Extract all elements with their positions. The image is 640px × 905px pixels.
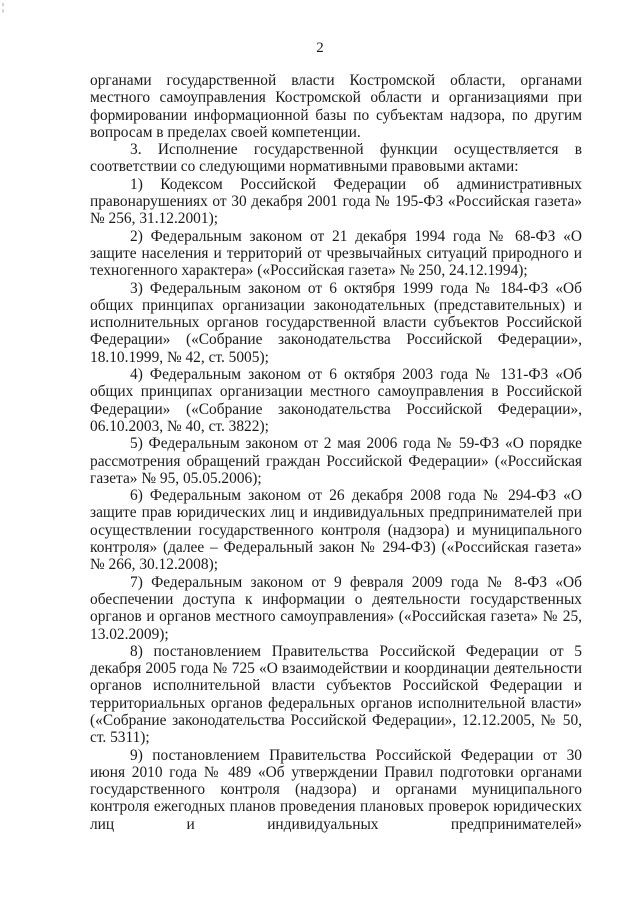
paragraph-list-item-1: 1) Кодексом Российской Федерации об административных правонарушениях от 30 декабря 2001 года № 195-ФЗ «Российская газета» № 256, 31.12.2001); bbox=[90, 175, 582, 228]
paragraph-list-item-9: 9) постановлением Правительства Российской Федерации от 30 июня 2010 года № 489 «Об утверждении Правил подготовки органами государственного контроля (надзора) и органами муниципального контроля ежегодных планов проведения плановых проверок юридических лиц и индивидуальных предпринимателей» bbox=[90, 746, 582, 833]
page-number: 2 bbox=[316, 40, 324, 56]
paragraph-list-item-4: 4) Федеральным законом от 6 октября 2003 года № 131-ФЗ «Об общих принципах организации местного самоуправления в Российской Федерации» («Собрание законодательства Российской Федерации», 06.10.2003, № 40, ст. 3822); bbox=[90, 366, 582, 435]
paragraph-list-item-2: 2) Федеральным законом от 21 декабря 1994 года № 68-ФЗ «О защите населения и территорий от чрезвычайных ситуаций природного и техногенного характера» («Российская газета» № 250, 24.12.1994); bbox=[90, 227, 582, 280]
document-body bbox=[90, 72, 582, 833]
paragraph-list-item-7: 7) Федеральным законом от 9 февраля 2009 года № 8-ФЗ «Об обеспечении доступа к информации о деятельности государственных органов и органов местного самоуправления» («Российская газета» № 25, 13.02.2009); bbox=[90, 573, 582, 643]
scan-corner-mark: ¦ bbox=[2, 2, 5, 13]
paragraph-list-item-5: 5) Федеральным законом от 2 мая 2006 года № 59-ФЗ «О порядке рассмотрения обращений граждан Российской Федерации» («Российская газета» № 95, 05.05.2006); bbox=[90, 435, 582, 487]
paragraph-list-item-3: 3) Федеральным законом от 6 октября 1999 года № 184-ФЗ «Об общих принципах организации законодательных (представительных) и исполнительных органов государственной власти субъектов Российской Федерации» («Собрание законодательства Российской Федерации», 18.10.1999, № 42, ст. 5005); bbox=[90, 279, 582, 366]
paragraph-item-3: 3. Исполнение государственной функции осуществляется в соответствии со следующими нормативными правовыми актами: bbox=[90, 141, 582, 176]
paragraph-list-item-8: 8) постановлением Правительства Российской Федерации от 5 декабря 2005 года № 725 «О взаимодействии и координации деятельности органов исполнительной власти субъектов Российской Федерации и территориальных органов федеральных органов исполнительной власти» («Собрание законодательства Российской Федерации», 12.12.2005, № 50, ст. 5311); bbox=[90, 642, 582, 747]
paragraph-list-item-6: 6) Федеральным законом от 26 декабря 2008 года № 294-ФЗ «О защите прав юридических лиц и индивидуальных предпринимателей при осуществлении государственного контроля (надзора) и муниципального контроля» (далее – Федеральный закон № 294-ФЗ) («Российская газета» № 266, 30.12.2008); bbox=[90, 487, 582, 574]
paragraph-intro-continuation: органами государственной власти Костромской области, органами местного самоуправления Костромской области и организациями при формировании информационной базы по субъектам надзора, по другим вопросам в пределах своей компетенции. bbox=[90, 72, 582, 141]
